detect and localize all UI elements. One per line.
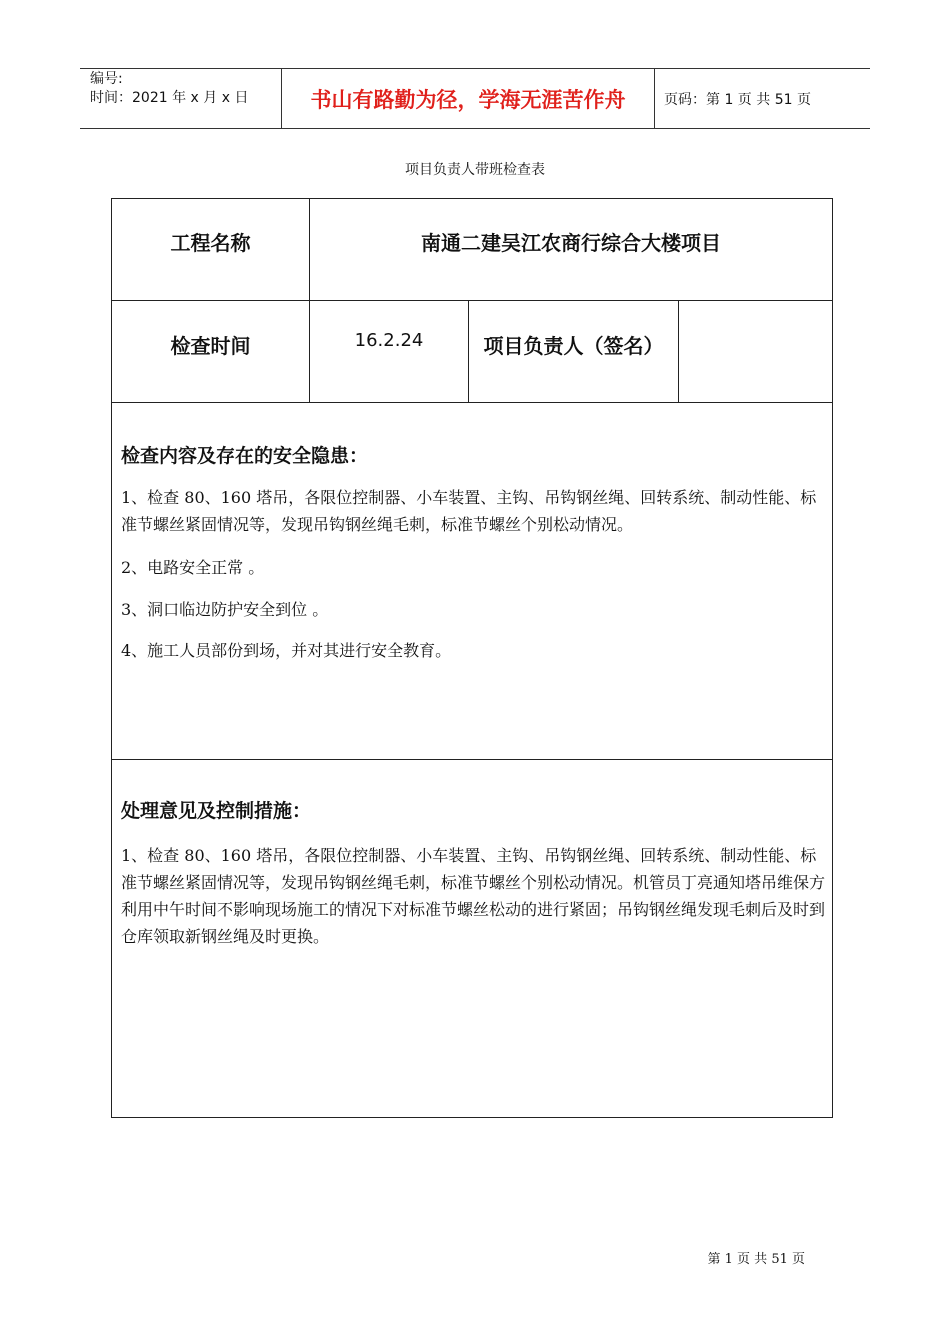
inspection-time-value: 16.2.24 bbox=[354, 330, 424, 351]
inspection-item: 2、电路安全正常 。 bbox=[121, 558, 265, 577]
row-divider bbox=[112, 300, 832, 301]
inspection-item: 1、检查 80、160 塔吊，各限位控制器、小车装置、主钩、吊钩钢丝绳、回转系统、制动性能、标准节螺丝紧固情况等，发现吊钩钢丝绳毛刺，标准节螺丝个别松动情况。 bbox=[121, 488, 817, 534]
row-divider bbox=[112, 402, 832, 403]
inspection-time-label: 检查时间 bbox=[170, 334, 251, 358]
inspection-heading: 检查内容及存在的安全隐患： bbox=[121, 445, 369, 467]
project-name-value: 南通二建吴江农商行综合大楼项目 bbox=[421, 231, 721, 255]
header-top-rule bbox=[80, 68, 870, 69]
document-title: 项目负责人带班检查表 bbox=[405, 162, 545, 178]
inspection-table bbox=[111, 198, 833, 1118]
footer-page-info: 第 1 页 共 51 页 bbox=[707, 1252, 805, 1267]
inspection-item: 3、洞口临边防护安全到位 。 bbox=[121, 600, 329, 619]
inspection-item: 4、施工人员部份到场，并对其进行安全教育。 bbox=[121, 641, 452, 660]
row-divider bbox=[112, 759, 832, 760]
header-meta bbox=[90, 70, 248, 108]
measures-text: 1、检查 80、160 塔吊，各限位控制器、小车装置、主钩、吊钩钢丝绳、回转系统、制动性能、标准节螺丝紧固情况等，发现吊钩钢丝绳毛刺，标准节螺丝个别松动情况。机管员丁亮通知塔吊维保方利用中午时间不影响现场施工的情况下对标准节螺丝松动的进行紧固；吊钩钢丝绳发现毛刺后及时到仓库领取新钢丝绳及时更换。 bbox=[121, 846, 826, 946]
measures-heading: 处理意见及控制措施： bbox=[121, 800, 312, 822]
header-bottom-rule bbox=[80, 128, 870, 129]
project-manager-label: 项目负责人（签名） bbox=[483, 334, 664, 358]
header-divider-right bbox=[654, 68, 655, 129]
project-name-label: 工程名称 bbox=[170, 231, 251, 255]
header-page-info: 页码：第 1 页 共 51 页 bbox=[664, 92, 811, 108]
column-divider bbox=[678, 300, 679, 402]
document-date: 时间：2021 年 x 月 x 日 bbox=[90, 90, 249, 106]
document-number-label: 编号: bbox=[90, 71, 123, 87]
header-motto: 书山有路勤为径，学海无涯苦作舟 bbox=[310, 88, 626, 112]
